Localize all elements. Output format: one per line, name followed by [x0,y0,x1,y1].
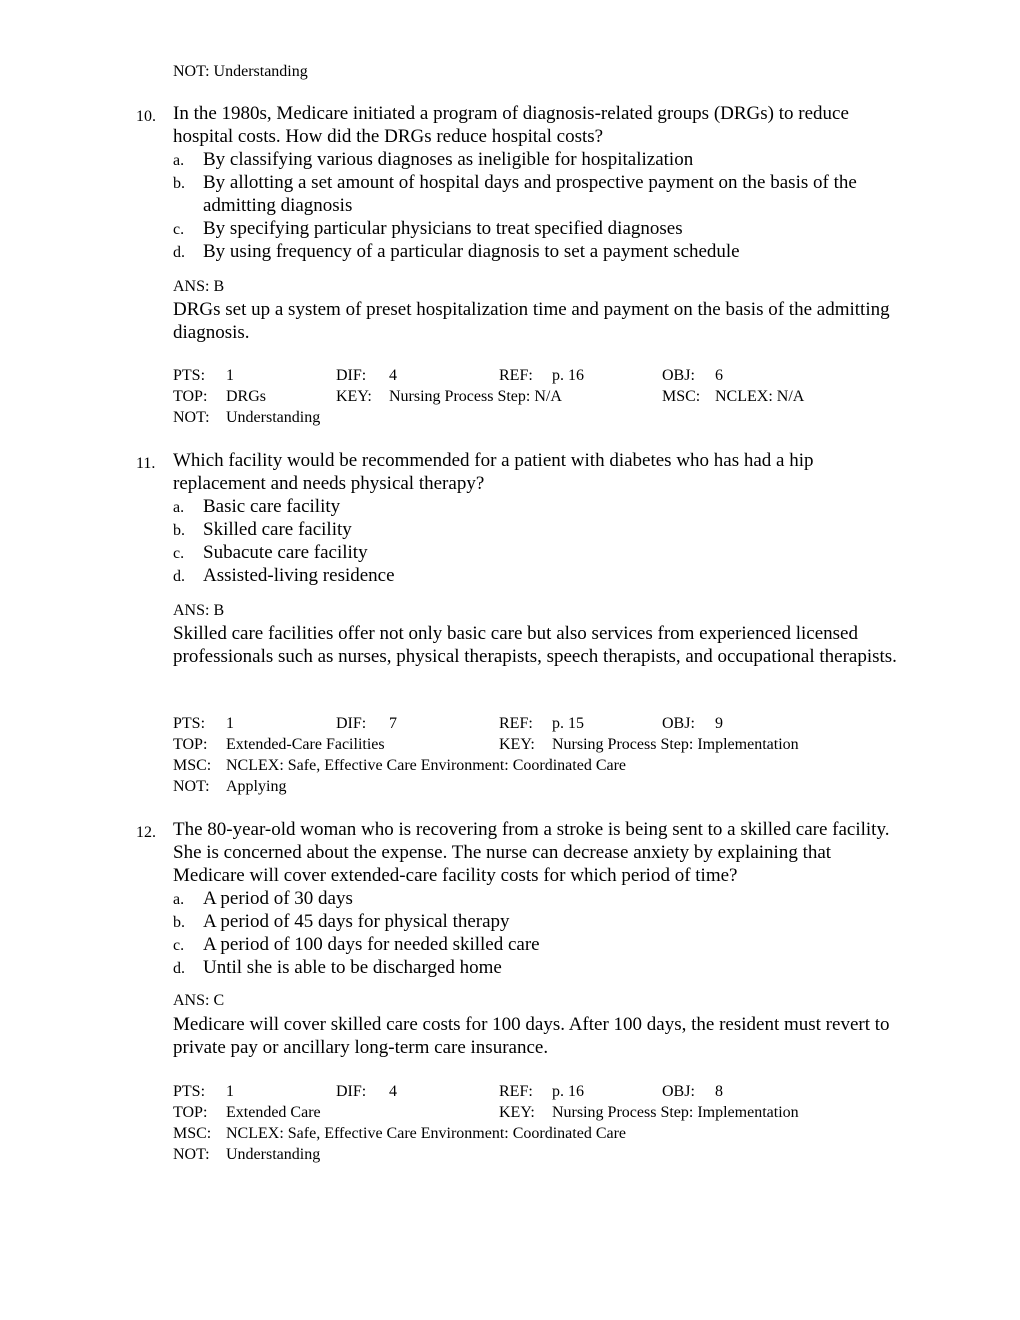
top-field [173,734,385,755]
answer-choice [0,887,1020,910]
msc-value: NCLEX: N/A [715,388,805,405]
top-value: DRGs [226,388,267,405]
top-label: TOP: [173,388,208,405]
pts-label: PTS: [173,367,206,384]
pts-label: PTS: [173,715,206,732]
msc-field [173,1123,627,1144]
pts-field [173,713,234,734]
top-label: TOP: [173,736,208,753]
obj-field [662,365,723,386]
not-label: NOT: [173,409,210,426]
question-number: 12. [136,824,156,841]
obj-field [662,713,723,734]
meta-row [0,1123,1020,1144]
meta-row [0,407,1020,428]
choice-letter: a. [173,152,185,169]
meta-row [0,755,1020,776]
not-value: Applying [226,778,287,795]
answer-choice [0,518,1020,541]
not-label: NOT: [173,778,210,795]
answer-choices [0,148,1020,263]
pts-field [173,365,234,386]
choice-text: By using frequency of a particular diagnosis to set a payment schedule [203,241,740,262]
choice-text: A period of 45 days for physical therapy [203,911,510,932]
choice-text: A period of 100 days for needed skilled care [203,934,540,955]
not-value: Understanding [226,409,321,426]
dif-field [336,1081,397,1102]
top-value: Extended-Care Facilities [226,736,385,753]
dif-value: 7 [389,715,397,732]
question-metadata [0,365,1020,428]
not-label: NOT: [173,1146,210,1163]
dif-value: 4 [389,1083,397,1100]
meta-row [0,734,1020,755]
key-value: Nursing Process Step: Implementation [552,1104,799,1121]
ref-label: REF: [499,367,533,384]
obj-value: 6 [715,367,723,384]
meta-row [0,776,1020,797]
answer-choice [0,240,1020,263]
meta-row [0,365,1020,386]
ref-field [499,1081,584,1102]
choice-letter: a. [173,499,185,516]
msc-label: MSC: [173,757,212,774]
ref-value: p. 16 [552,367,584,384]
question-stem: Which facility would be recommended for a patient with diabetes who has had a hip replacement and needs physical therapy? [173,450,814,494]
answer-choice [0,148,1020,171]
answer-choice [0,171,1020,217]
answer-choices [0,887,1020,979]
answer-key: ANS: C [173,992,225,1009]
choice-letter: b. [173,914,185,931]
ref-value: p. 15 [552,715,584,732]
ref-field [499,365,584,386]
pts-value: 1 [226,715,234,732]
answer-choice [0,541,1020,564]
pts-value: 1 [226,1083,234,1100]
msc-field [173,755,627,776]
choice-letter: b. [173,175,185,192]
pts-value: 1 [226,367,234,384]
choice-text: Skilled care facility [203,519,352,540]
question-number: 11. [136,455,156,472]
meta-row [0,386,1020,407]
answer-choice [0,495,1020,518]
obj-label: OBJ: [662,715,695,732]
choice-text: By classifying various diagnoses as ineligible for hospitalization [203,149,694,170]
question-metadata [0,713,1020,797]
answer-choice [0,217,1020,240]
question-metadata [0,1081,1020,1165]
dif-label: DIF: [336,367,367,384]
key-field [336,386,562,407]
choice-letter: b. [173,522,185,539]
dif-label: DIF: [336,1083,367,1100]
rationale: Skilled care facilities offer not only basic care but also services from experienced licensed professionals such as nurses, physical therapists, speech therapists, and occupational therapists. [173,623,897,667]
choice-letter: d. [173,960,185,977]
ref-label: REF: [499,715,533,732]
choice-text: A period of 30 days [203,888,353,909]
key-value: Nursing Process Step: N/A [389,388,562,405]
key-label: KEY: [499,1104,535,1121]
obj-label: OBJ: [662,367,695,384]
dif-value: 4 [389,367,397,384]
choice-text: Assisted-living residence [203,565,395,586]
not-field [173,1144,321,1165]
rationale: DRGs set up a system of preset hospitalization time and payment on the basis of the admitting diagnosis. [173,299,890,343]
choice-letter: d. [173,244,185,261]
choice-text: By specifying particular physicians to treat specified diagnoses [203,218,683,239]
choice-text: Basic care facility [203,496,341,517]
not-value: Understanding [226,1146,321,1163]
meta-row [0,713,1020,734]
choice-text: Subacute care facility [203,542,368,563]
dif-label: DIF: [336,715,367,732]
not-field [173,407,321,428]
key-field [499,734,799,755]
choice-text: By allotting a set amount of hospital days and prospective payment on the basis of the admitting diagnosis [203,172,857,216]
answer-choice [0,910,1020,933]
question-number: 10. [136,108,156,125]
msc-label: MSC: [662,388,701,405]
question-stem: The 80-year-old woman who is recovering from a stroke is being sent to a skilled care facility. She is concerned about the expense. The nurse can decrease anxiety by explaining that Medicare will cover extended-care facility costs for which period of time? [173,819,890,886]
choice-letter: c. [173,937,185,954]
obj-value: 8 [715,1083,723,1100]
choice-text: Until she is able to be discharged home [203,957,502,978]
answer-key: ANS: B [173,278,225,295]
key-value: Nursing Process Step: Implementation [552,736,799,753]
key-label: KEY: [336,388,372,405]
meta-row [0,1081,1020,1102]
not-field [173,776,287,797]
question-stem: In the 1980s, Medicare initiated a program of diagnosis-related groups (DRGs) to reduce hospital costs. How did the DRGs reduce hospital costs? [173,103,849,147]
answer-choices [0,495,1020,587]
obj-value: 9 [715,715,723,732]
msc-value: NCLEX: Safe, Effective Care Environment: Coordinated Care [226,1125,627,1142]
top-label: TOP: [173,1104,208,1121]
answer-choice [0,956,1020,979]
msc-field [662,386,805,407]
msc-label: MSC: [173,1125,212,1142]
answer-choice [0,933,1020,956]
ref-label: REF: [499,1083,533,1100]
obj-label: OBJ: [662,1083,695,1100]
msc-value: NCLEX: Safe, Effective Care Environment: Coordinated Care [226,757,627,774]
meta-row [0,1144,1020,1165]
choice-letter: c. [173,545,185,562]
top-field [173,1102,321,1123]
answer-key: ANS: B [173,602,225,619]
meta-row [0,1102,1020,1123]
ref-value: p. 16 [552,1083,584,1100]
key-field [499,1102,799,1123]
obj-field [662,1081,723,1102]
top-value: Extended Care [226,1104,321,1121]
rationale: Medicare will cover skilled care costs for 100 days. After 100 days, the resident must revert to private pay or ancillary long-term care insurance. [173,1014,890,1058]
choice-letter: d. [173,568,185,585]
dif-field [336,365,397,386]
top-field [173,386,267,407]
key-label: KEY: [499,736,535,753]
pts-field [173,1081,234,1102]
choice-letter: c. [173,221,185,238]
choice-letter: a. [173,891,185,908]
dif-field [336,713,397,734]
previous-question-not-line: NOT: Understanding [173,63,308,80]
ref-field [499,713,584,734]
pts-label: PTS: [173,1083,206,1100]
answer-choice [0,564,1020,587]
